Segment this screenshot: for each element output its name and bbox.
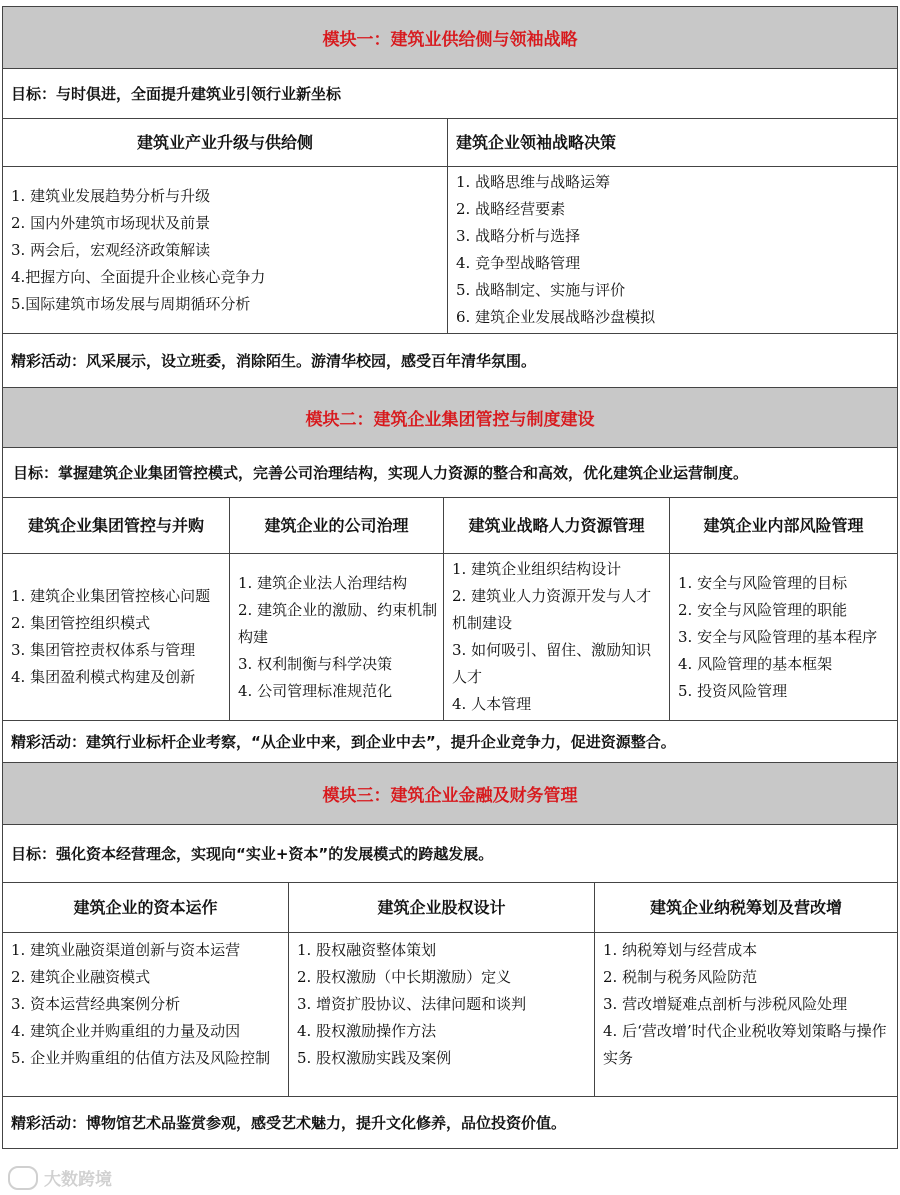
list-item: 1. 股权融资整体策划 (297, 941, 437, 959)
list-item: 5. 股权激励实践及案例 (297, 1049, 452, 1067)
list-item: 1. 纳税筹划与经营成本 (603, 941, 758, 959)
list-item: 4. 竞争型战略管理 (456, 254, 581, 272)
module-2-activity: 精彩活动：建筑行业标杆企业考察，“从企业中来，到企业中去”，提升企业竞争力，促进资源整合。 (3, 721, 898, 763)
list-item: 2. 安全与风险管理的职能 (678, 600, 848, 619)
module-2-col-3-list (444, 554, 670, 721)
module-2-col-4-header: 建筑企业内部风险管理 (670, 498, 898, 554)
module-1-col-2-header: 建筑企业领袖战略决策 (448, 119, 898, 167)
list-item: 2. 股权激励（中长期激励）定义 (297, 968, 512, 986)
list-item: 6. 建筑企业发展战略沙盘模拟 (456, 308, 656, 326)
module-2-goal: 目标：掌握建筑企业集团管控模式，完善公司治理结构，实现人力资源的整合和高效，优化建筑企业运营制度。 (3, 448, 898, 498)
watermark (8, 1165, 112, 1190)
module-1-activity: 精彩活动：风采展示，设立班委，消除陌生。游清华校园，感受百年清华氛围。 (3, 334, 898, 388)
list-item: 5. 战略制定、实施与评价 (456, 281, 626, 299)
list-item: 2. 建筑业人力资源开发与人才机制建设 (452, 587, 652, 632)
list-item: 3. 如何吸引、留住、激励知识人才 (452, 641, 652, 686)
module-2-col-4-list (670, 554, 898, 721)
list-item: 2. 税制与税务风险防范 (603, 968, 758, 986)
list-item: 3. 增资扩股协议、法律问题和谈判 (297, 995, 527, 1013)
list-item: 4. 人本管理 (452, 695, 532, 713)
list-item: 1. 安全与风险管理的目标 (678, 573, 848, 592)
module-2-col-1-list (3, 554, 230, 721)
module-1-col-1-list (3, 167, 448, 334)
list-item: 5.国际建筑市场发展与周期循环分析 (11, 294, 251, 313)
module-2-title: 模块二：建筑企业集团管控与制度建设 (3, 388, 898, 448)
list-item: 2. 国内外建筑市场现状及前景 (11, 213, 211, 232)
list-item: 4. 风险管理的基本框架 (678, 654, 833, 673)
list-item: 2. 战略经营要素 (456, 200, 566, 218)
module-3-col-3-header: 建筑企业纳税筹划及营改增 (595, 883, 898, 933)
list-item: 4. 集团盈利模式构建及创新 (11, 668, 196, 686)
list-item: 2. 建筑企业融资模式 (11, 968, 151, 986)
list-item: 3. 集团管控责权体系与管理 (11, 641, 196, 659)
list-item: 5. 投资风险管理 (678, 681, 788, 700)
module-3-title: 模块三：建筑企业金融及财务管理 (3, 763, 898, 825)
module-2-table (2, 387, 898, 763)
list-item: 5. 企业并购重组的估值方法及风险控制 (11, 1049, 271, 1067)
module-3-col-1-list (3, 933, 289, 1097)
list-item: 3. 两会后，宏观经济政策解读 (11, 240, 211, 259)
list-item: 2. 建筑企业的激励、约束机制构建 (238, 600, 438, 646)
module-2-col-1-header: 建筑企业集团管控与并购 (3, 498, 230, 554)
course-document (2, 6, 897, 1149)
list-item: 4. 公司管理标准规范化 (238, 681, 393, 700)
module-3-col-1-header: 建筑企业的资本运作 (3, 883, 289, 933)
list-item: 4. 后‘营改增’时代企业税收筹划策略与操作实务 (603, 1022, 887, 1067)
module-3-col-3-list (595, 933, 898, 1097)
list-item: 3. 资本运营经典案例分析 (11, 995, 181, 1013)
module-1-col-1-header: 建筑业产业升级与供给侧 (3, 119, 448, 167)
module-2-col-3-header: 建筑业战略人力资源管理 (444, 498, 670, 554)
module-1-title: 模块一：建筑业供给侧与领袖战略 (3, 7, 898, 69)
list-item: 1. 建筑企业法人治理结构 (238, 573, 408, 592)
list-item: 2. 集团管控组织模式 (11, 614, 151, 632)
list-item: 3. 战略分析与选择 (456, 227, 581, 245)
module-1-goal: 目标：与时俱进，全面提升建筑业引领行业新坐标 (3, 69, 898, 119)
list-item: 4.把握方向、全面提升企业核心竞争力 (11, 267, 266, 286)
module-3-goal: 目标：强化资本经营理念，实现向“实业+资本”的发展模式的跨越发展。 (3, 825, 898, 883)
module-2-col-2-header: 建筑企业的公司治理 (230, 498, 444, 554)
list-item: 3. 安全与风险管理的基本程序 (678, 627, 878, 646)
module-2-col-2-list (230, 554, 444, 721)
list-item: 4. 建筑企业并购重组的力量及动因 (11, 1022, 241, 1040)
module-1-col-2-list (448, 167, 898, 334)
list-item: 3. 营改增疑难点剖析与涉税风险处理 (603, 995, 848, 1013)
list-item: 3. 权利制衡与科学决策 (238, 654, 393, 673)
watermark-text: 大数跨境 (44, 1170, 112, 1190)
brand-logo-icon (8, 1166, 38, 1190)
module-3-col-2-list (289, 933, 595, 1097)
list-item: 1. 建筑企业组织结构设计 (452, 560, 622, 578)
module-3-table (2, 762, 898, 1149)
module-3-col-2-header: 建筑企业股权设计 (289, 883, 595, 933)
list-item: 1. 建筑企业集团管控核心问题 (11, 587, 211, 605)
module-3-activity: 精彩活动：博物馆艺术品鉴赏参观，感受艺术魅力，提升文化修养，品位投资价值。 (3, 1097, 898, 1149)
list-item: 1. 建筑业融资渠道创新与资本运营 (11, 941, 241, 959)
list-item: 4. 股权激励操作方法 (297, 1022, 437, 1040)
module-1-table (2, 6, 898, 388)
list-item: 1. 战略思维与战略运筹 (456, 173, 611, 191)
list-item: 1. 建筑业发展趋势分析与升级 (11, 186, 211, 205)
